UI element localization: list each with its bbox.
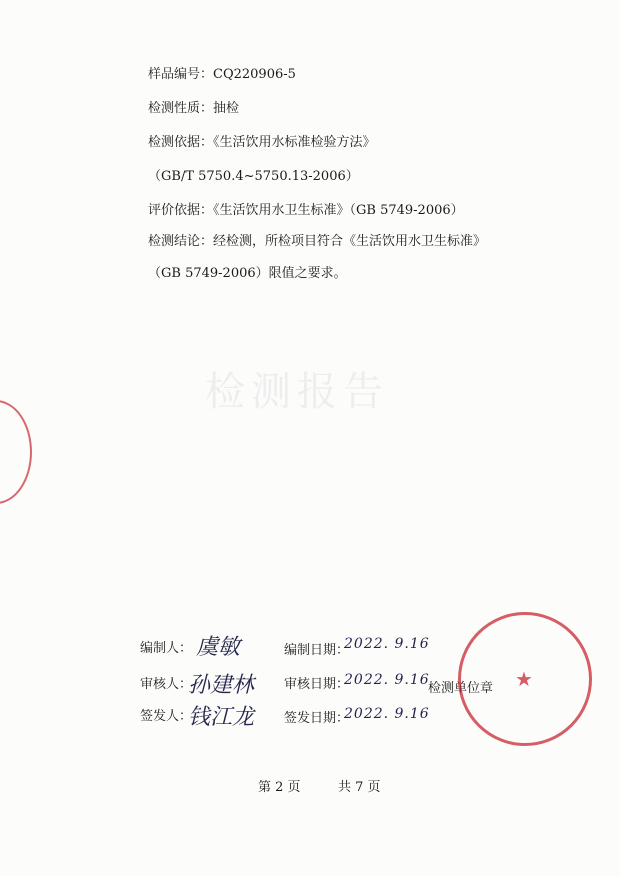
test-nature: 检测性质：抽检 <box>148 101 240 116</box>
background-watermark-title: 检测报告 <box>205 369 389 415</box>
compiler-label: 编制人： <box>140 641 193 656</box>
page-number: 第 2 页 <box>258 780 301 795</box>
partial-seal-stamp <box>0 400 32 504</box>
review-date: 2022. 9.16 <box>344 672 430 688</box>
reviewer-signature: 孙建林 <box>188 673 255 698</box>
issue-date: 2022. 9.16 <box>344 706 430 722</box>
test-basis-standard: （GB/T 5750.4~5750.13-2006） <box>148 169 359 184</box>
total-pages: 共 7 页 <box>338 780 381 795</box>
sample-number: 样品编号：CQ220906-5 <box>148 67 296 82</box>
evaluation-basis: 评价依据：《生活饮用水卫生标准》（GB 5749-2006） <box>148 203 464 218</box>
official-seal-stamp: ★ <box>458 612 592 746</box>
test-basis: 检测依据：《生活饮用水标准检验方法》 <box>148 135 376 150</box>
test-unit-seal-label: 检测单位章 <box>428 681 494 696</box>
compile-date-label: 编制日期： <box>284 643 350 658</box>
test-conclusion-continued: （GB 5749-2006）限值之要求。 <box>148 266 347 281</box>
issuer-signature: 钱江龙 <box>188 705 255 730</box>
compile-date: 2022. 9.16 <box>344 636 430 652</box>
test-conclusion: 检测结论：经检测，所检项目符合《生活饮用水卫生标准》 <box>148 234 487 249</box>
reviewer-label: 审核人： <box>140 677 193 692</box>
issue-date-label: 签发日期： <box>284 711 350 726</box>
review-date-label: 审核日期： <box>284 677 350 692</box>
issuer-label: 签发人： <box>140 709 193 724</box>
compiler-signature: 虞敏 <box>196 635 241 660</box>
